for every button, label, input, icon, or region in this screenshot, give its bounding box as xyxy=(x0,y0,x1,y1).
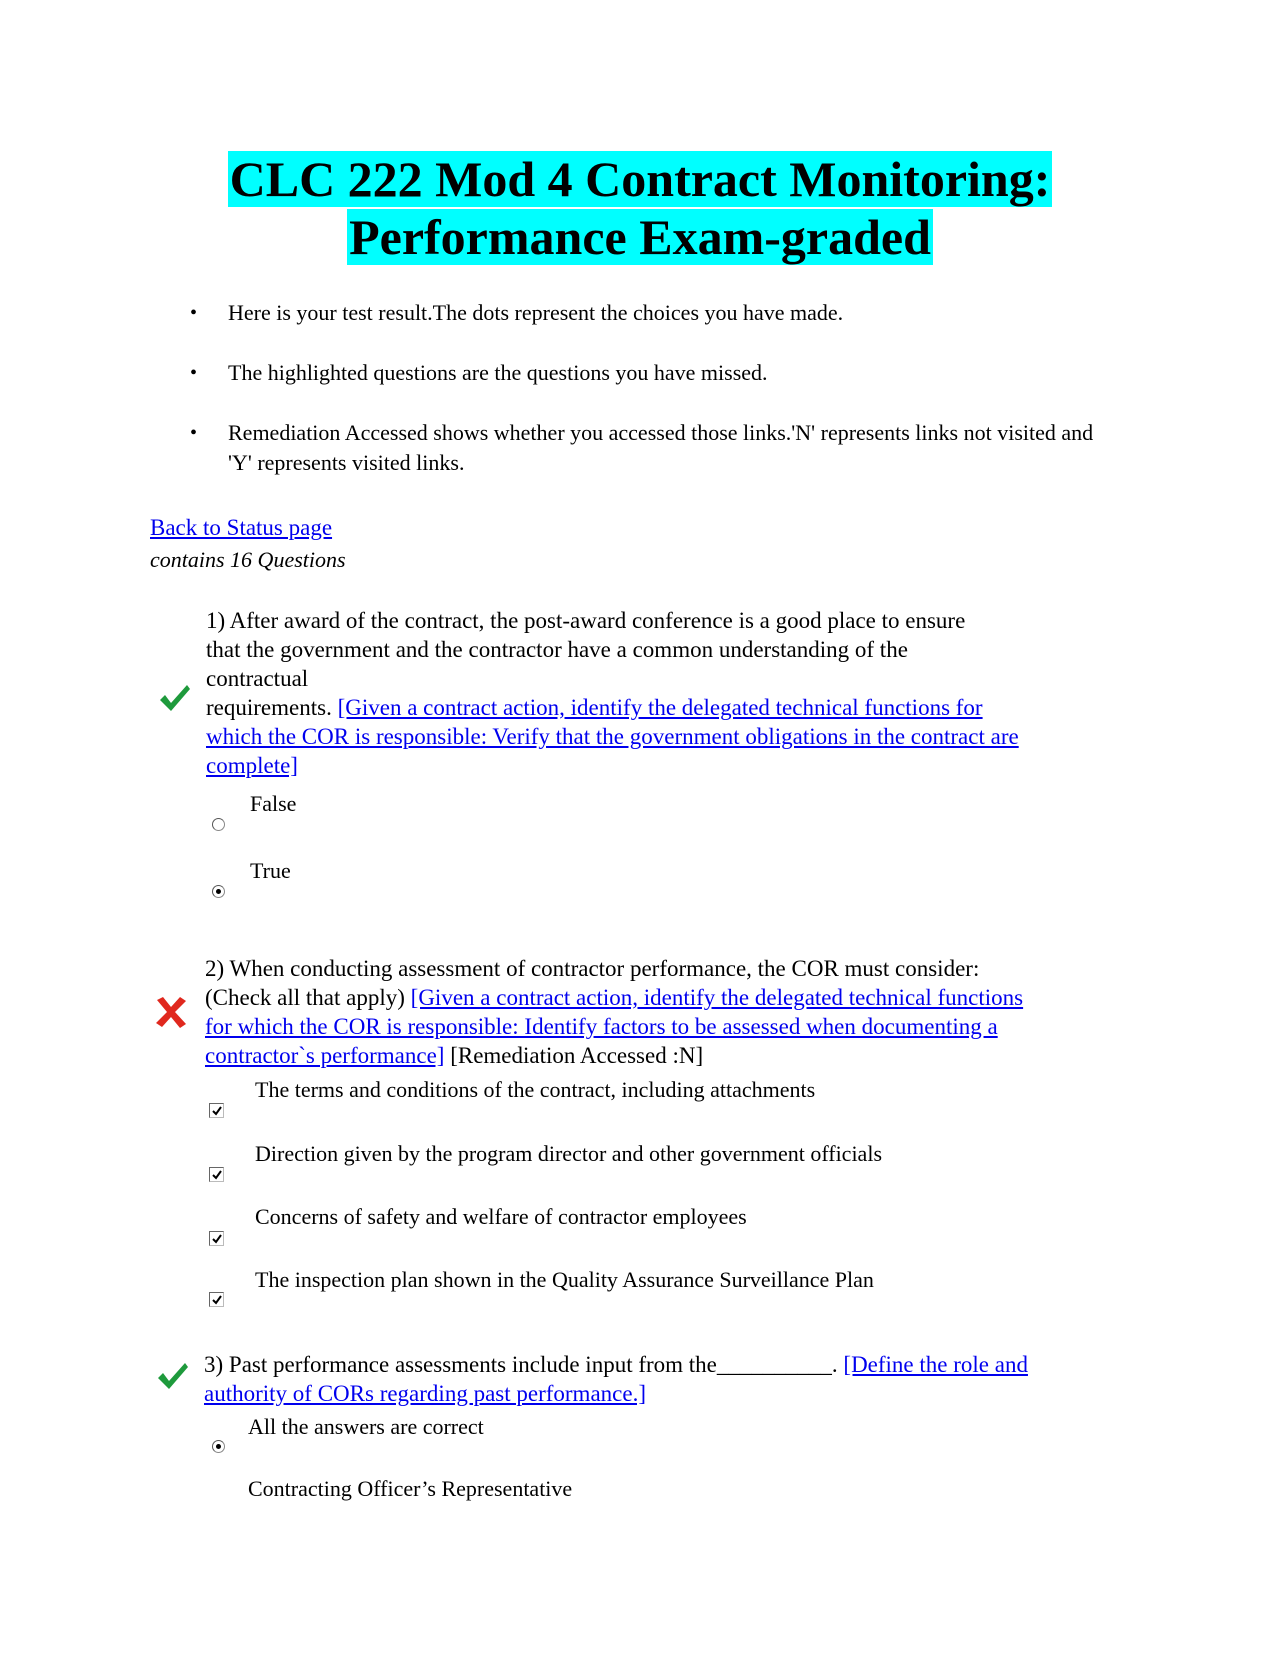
blank-line: __________ xyxy=(716,1352,832,1377)
check-icon xyxy=(211,1169,223,1181)
checkbox-option-2[interactable] xyxy=(209,1167,224,1182)
list-item: • Here is your test result.The dots represent the choices you have made. xyxy=(190,298,1110,328)
check-icon xyxy=(211,1294,223,1306)
x-mark-icon xyxy=(153,994,189,1030)
title-line-2: Performance Exam-graded xyxy=(349,209,931,265)
question-3-prompt: 3) Past performance assessments include input from the__________. [Define the role and authority of CORs regarding past performance.] xyxy=(204,1352,1028,1406)
check-icon xyxy=(211,1233,223,1245)
list-item: • Remediation Accessed shows whether you accessed those links.'N' represents links not visited and 'Y' represents visited links. xyxy=(190,420,1094,475)
back-to-status-link[interactable]: Back to Status page xyxy=(150,515,333,540)
question-3-remediation-link[interactable]: [Define the role and authority of CORs regarding past performance.] xyxy=(204,1352,1028,1406)
check-icon xyxy=(211,1105,223,1117)
list-item: • The highlighted questions are the questions you have missed. xyxy=(190,358,1110,388)
question-count: contains 16 Questions xyxy=(150,547,346,572)
remediation-status: [Remediation Accessed :N] xyxy=(444,1043,704,1068)
option-label: All the answers are correct xyxy=(248,1414,484,1439)
option-label: Concerns of safety and welfare of contractor employees xyxy=(255,1204,747,1229)
bullet-icon: • xyxy=(190,302,198,324)
radio-true[interactable] xyxy=(212,885,225,898)
bullet-icon: • xyxy=(190,362,198,384)
question-1-remediation-link[interactable]: [Given a contract action, identify the delegated technical functions for which the COR is responsible: Verify that the government obligations in the contract are complete] xyxy=(206,695,1019,778)
checkmark-icon xyxy=(157,680,193,716)
option-label: False xyxy=(250,791,297,816)
option-label: The terms and conditions of the contract, including attachments xyxy=(255,1077,816,1102)
intro-bullet-list xyxy=(190,298,1110,508)
checkmark-icon xyxy=(155,1358,191,1394)
checkbox-option-4[interactable] xyxy=(209,1292,224,1307)
question-2-remediation-link[interactable]: [Given a contract action, identify the delegated technical functions for which the COR is responsible: Identify factors to be assessed when documenting a contractor`s performance] xyxy=(205,985,1024,1068)
checkbox-option-1[interactable] xyxy=(209,1103,224,1118)
page-title xyxy=(0,150,1280,266)
option-label: The inspection plan shown in the Quality Assurance Surveillance Plan xyxy=(255,1267,874,1292)
question-1-prompt: 1) After award of the contract, the post-award conference is a good place to ensure that the government and the contractor have a common understanding of the contractual requirements. [Given a contract action, identify the delegated technical functions for which the COR is responsible: Verify that the government obligations in the contract are complete] xyxy=(206,608,1019,778)
bullet-icon: • xyxy=(190,422,198,444)
option-label: Direction given by the program director and other government officials xyxy=(255,1141,882,1166)
radio-false[interactable] xyxy=(212,818,225,831)
title-line-1: CLC 222 Mod 4 Contract Monitoring: xyxy=(229,151,1051,207)
question-2-prompt: 2) When conducting assessment of contractor performance, the COR must consider: (Check all that apply) [Given a contract action, identify the delegated technical functions for which the COR is responsible: Identify factors to be assessed when documenting a contractor`s performance] [Remediation Accessed :N] xyxy=(205,956,1024,1068)
option-label: Contracting Officer’s Representative xyxy=(248,1476,573,1501)
checkbox-option-3[interactable] xyxy=(209,1231,224,1246)
option-label: True xyxy=(250,858,291,883)
radio-all-answers[interactable] xyxy=(212,1440,225,1453)
